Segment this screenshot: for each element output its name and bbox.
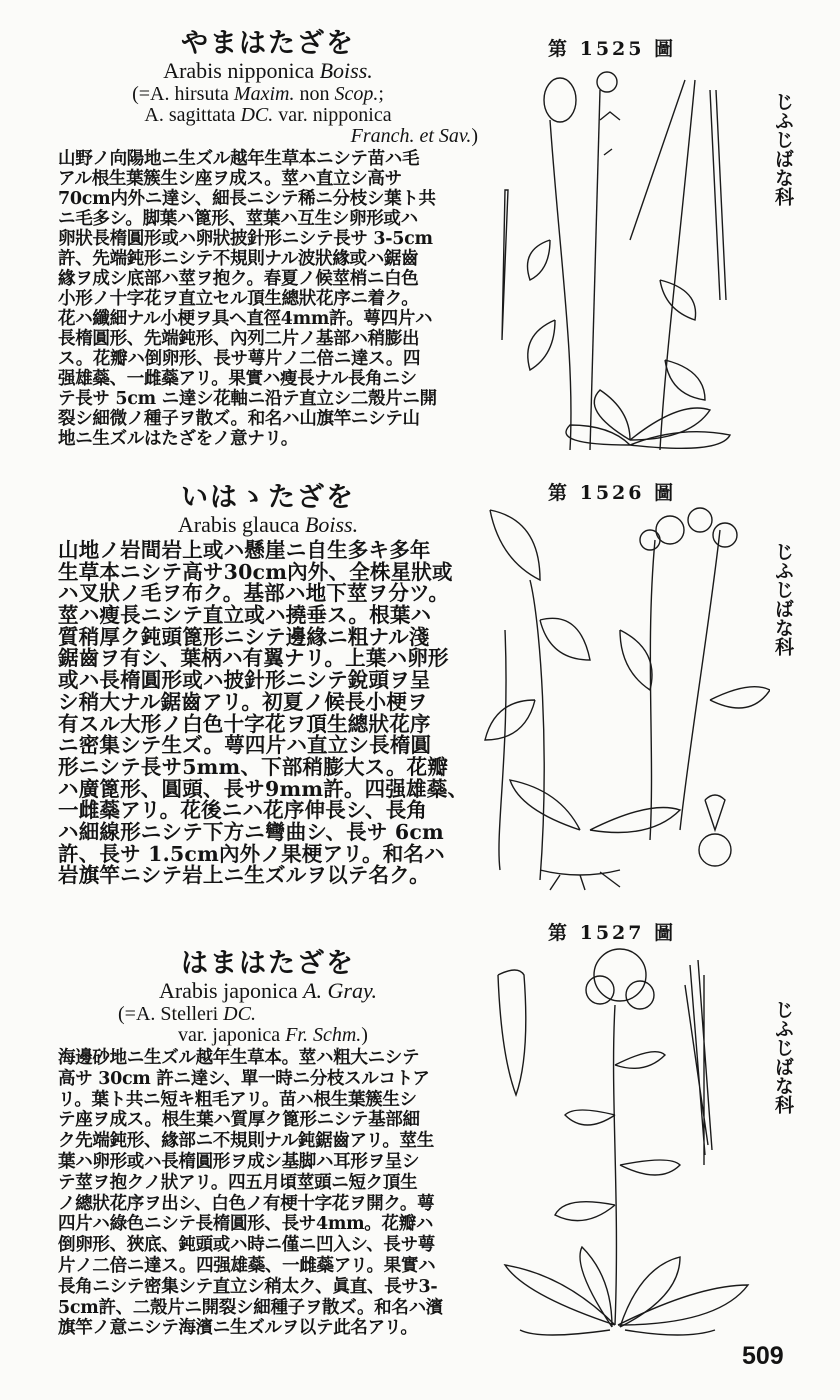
description-line: テ莖ヲ抱クノ狀アリ。四五月頃莖頭ニ短ク頂生: [58, 1172, 418, 1193]
description-line: 形ニシテ長サ5mm、下部稍膨大ス。花瓣: [58, 754, 449, 779]
synonyms: [58, 84, 478, 147]
description-line: ハ細線形ニシテ下方ニ彎曲シ、長サ 6cm: [58, 819, 444, 844]
japanese-name: やまはたざを: [181, 28, 355, 59]
synonym-line: [58, 126, 478, 147]
synonym-part: DC.: [223, 1003, 256, 1025]
japanese-name: はまはたざを: [181, 948, 355, 979]
description-line: 生草本ニシテ高サ30cm內外、全株星狀或: [58, 559, 453, 584]
synonym-part: Scop.: [334, 83, 379, 105]
description-line: 山野ノ向陽地ニ生ズル越年生草本ニシテ苗ハ毛: [58, 149, 420, 169]
synonym-part: ): [471, 125, 478, 147]
description: [58, 540, 478, 887]
description-line: 5cm許、二殼片ニ開裂シ細種子ヲ散ズ。和名ハ濱: [58, 1297, 443, 1318]
description-line: テ長サ 5cm ニ達シ花軸ニ沿テ直立シ二殼片ニ開: [58, 389, 437, 409]
latin-author: Boiss.: [304, 512, 359, 537]
latin-binomial: Arabis japonica: [158, 978, 298, 1003]
description-line: 山地ノ岩間岩上或ハ懸崖ニ自生多キ多年: [58, 538, 431, 562]
description-line: 長楕圓形、先端鈍形、內列二片ノ基部ハ稍膨出: [58, 329, 420, 349]
description: [58, 149, 478, 449]
synonym-part: non: [294, 83, 335, 105]
description-line: 地ニ生ズルはたざをノ意ナリ。: [58, 429, 298, 449]
description-line: ス。花瓣ハ倒卵形、長サ萼片ノ二倍ニ達ス。四: [58, 349, 421, 369]
description-line: 倒卵形、狹底、鈍頭或ハ時ニ僅ニ凹入シ、長サ萼: [58, 1235, 435, 1256]
synonym-line: [58, 84, 478, 105]
description-line: ノ總狀花序ヲ出シ、白色ノ有梗十字花ヲ開ク。萼: [58, 1193, 435, 1214]
description-line: 裂シ細微ノ種子ヲ散ズ。和名ハ山旗竿ニシテ山: [58, 409, 420, 429]
latin-name: [58, 60, 478, 82]
description-line: 花ハ纖細ナル小梗ヲ具ヘ直徑4mm許。萼四片ハ: [58, 309, 433, 329]
description-line: 高サ 30cm 許ニ達シ、單一時ニ分枝スルコトア: [58, 1068, 430, 1089]
description-line: 長角ニシテ密集シテ直立シ稍太ク、眞直、長サ3-: [58, 1276, 438, 1297]
entry-arabis-nipponica: [58, 28, 478, 449]
description-line: 小形ノ十字花ヲ直立セル頂生總狀花序ニ着ク。: [58, 289, 419, 309]
synonym-part: var. japonica: [178, 1024, 286, 1046]
latin-author: A. Gray.: [303, 978, 378, 1003]
synonym-part: (=A. hirsuta: [132, 83, 234, 105]
description-line: ニ毛多シ。脚葉ハ篦形、莖葉ハ互生シ卵形或ハ: [58, 209, 418, 229]
synonym-part: Maxim.: [233, 83, 295, 105]
latin-author: Boiss.: [319, 58, 373, 83]
description-line: 70cm内外ニ達シ、細長ニシテ稀ニ分枝シ葉ト共: [58, 189, 436, 209]
figure-number: 第 1527 圖: [548, 922, 677, 944]
description-line: 一雌蘂アリ。花後ニハ花序伸長シ、長角: [58, 798, 428, 823]
description-line: 强雄蘂、一雌蘂アリ。果實ハ瘦長ナル長角ニシ: [58, 369, 417, 389]
description-line: 莖ハ瘦長ニシテ直立或ハ撓垂ス。根葉ハ: [58, 603, 432, 628]
family-label: じふじばな科: [772, 1000, 794, 1114]
synonym-part: (=A. Stelleri: [118, 1003, 224, 1025]
description-line: 有スル大形ノ白色十字花ヲ頂生總狀花序: [58, 711, 431, 736]
description-line: 鋸齒ヲ有シ、葉柄ハ有翼ナリ。上葉ハ卵形: [58, 646, 449, 671]
synonym-part: ;: [378, 83, 384, 105]
synonym-part: Fr. Schm.: [285, 1024, 362, 1046]
synonym-part: var. nipponica: [273, 104, 392, 126]
description-line: 片ノ二倍ニ達ス。四强雄蘂、一雌蘂アリ。果實ハ: [58, 1255, 436, 1276]
description-line: ク先端鈍形、緣部ニ不規則ナル鈍鋸齒アリ。莖生: [58, 1131, 434, 1152]
synonym-part: DC.: [240, 104, 274, 126]
description-line: 卵狀長楕圓形或ハ卵狀披針形ニシテ長サ 3-5cm: [58, 229, 433, 249]
description-line: テ座ヲ成ス。根生葉ハ質厚ク篦形ニシテ基部細: [58, 1110, 420, 1131]
description-line: ニ密集シテ生ズ。萼四片ハ直立シ長楕圓: [58, 733, 432, 758]
description-line: ハ廣篦形、圓頭、長サ9mm許。四强雄蘂、: [58, 776, 469, 801]
latin-binomial: Arabis glauca: [177, 512, 300, 537]
japanese-name: いはゝたざを: [181, 482, 355, 513]
latin-name: [58, 980, 478, 1002]
entry-arabis-japonica: [58, 948, 478, 1339]
synonym-part: ): [361, 1024, 368, 1046]
latin-name: [58, 514, 478, 536]
illustration-arabis-nipponica: [480, 60, 770, 460]
description-line: リ。葉ト共ニ短キ粗毛アリ。苗ハ根生葉簇生シ: [58, 1089, 417, 1110]
synonym-line: [58, 1025, 478, 1046]
description-line: アル根生葉簇生シ座ヲ成ス。莖ハ直立シ高サ: [58, 169, 402, 189]
page-number: 509: [742, 1342, 784, 1370]
description: [58, 1048, 478, 1339]
family-label: じふじばな科: [772, 92, 794, 206]
synonym-part: A. sagittata: [144, 104, 241, 126]
latin-binomial: Arabis nipponica: [163, 58, 315, 83]
description-line: シ稍大ナル鋸齒アリ。初夏ノ候長小梗ヲ: [58, 689, 428, 714]
figure-number: 第 1525 圖: [548, 38, 677, 60]
synonym-line: [58, 1004, 478, 1025]
description-line: 四片ハ綠色ニシテ長楕圓形、長サ4mm。花瓣ハ: [58, 1214, 434, 1235]
illustration-arabis-glauca: [480, 500, 770, 895]
entry-arabis-glauca: [58, 482, 478, 887]
family-label: じふじばな科: [772, 542, 794, 656]
figure-number: 第 1526 圖: [548, 482, 677, 504]
description-line: ハ叉狀ノ毛ヲ布ク。基部ハ地下莖ヲ分ツ。: [58, 581, 450, 606]
description-line: 緣ヲ成シ底部ハ莖ヲ抱ク。春夏ノ候莖梢ニ白色: [58, 269, 419, 289]
description-line: 旗竿ノ意ニシテ海濱ニ生ズルヲ以テ此名アリ。: [58, 1318, 418, 1339]
description-line: 許、長サ 1.5cm內外ノ果梗アリ。和名ハ: [58, 841, 445, 866]
synonym-line: [58, 105, 478, 126]
description-line: 海邊砂地ニ生ズル越年生草本。莖ハ粗大ニシテ: [58, 1048, 420, 1068]
synonyms: [58, 1004, 478, 1046]
description-line: 葉ハ卵形或ハ長楕圓形ヲ成シ基脚ハ耳形ヲ呈シ: [58, 1151, 420, 1172]
description-line: 或ハ長楕圓形或ハ披針形ニシテ銳頭ヲ呈: [58, 668, 431, 693]
synonym-part: Franch. et Sav.: [350, 125, 472, 147]
description-line: 許、先端鈍形ニシテ不規則ナル波狀緣或ハ鋸齒: [58, 249, 419, 269]
description-line: 質稍厚ク鈍頭篦形ニシテ邊緣ニ粗ナル淺: [58, 624, 430, 649]
illustration-arabis-japonica: [480, 945, 770, 1345]
description-line: 岩旗竿ニシテ岩上ニ生ズルヲ以テ名ク。: [58, 863, 430, 888]
